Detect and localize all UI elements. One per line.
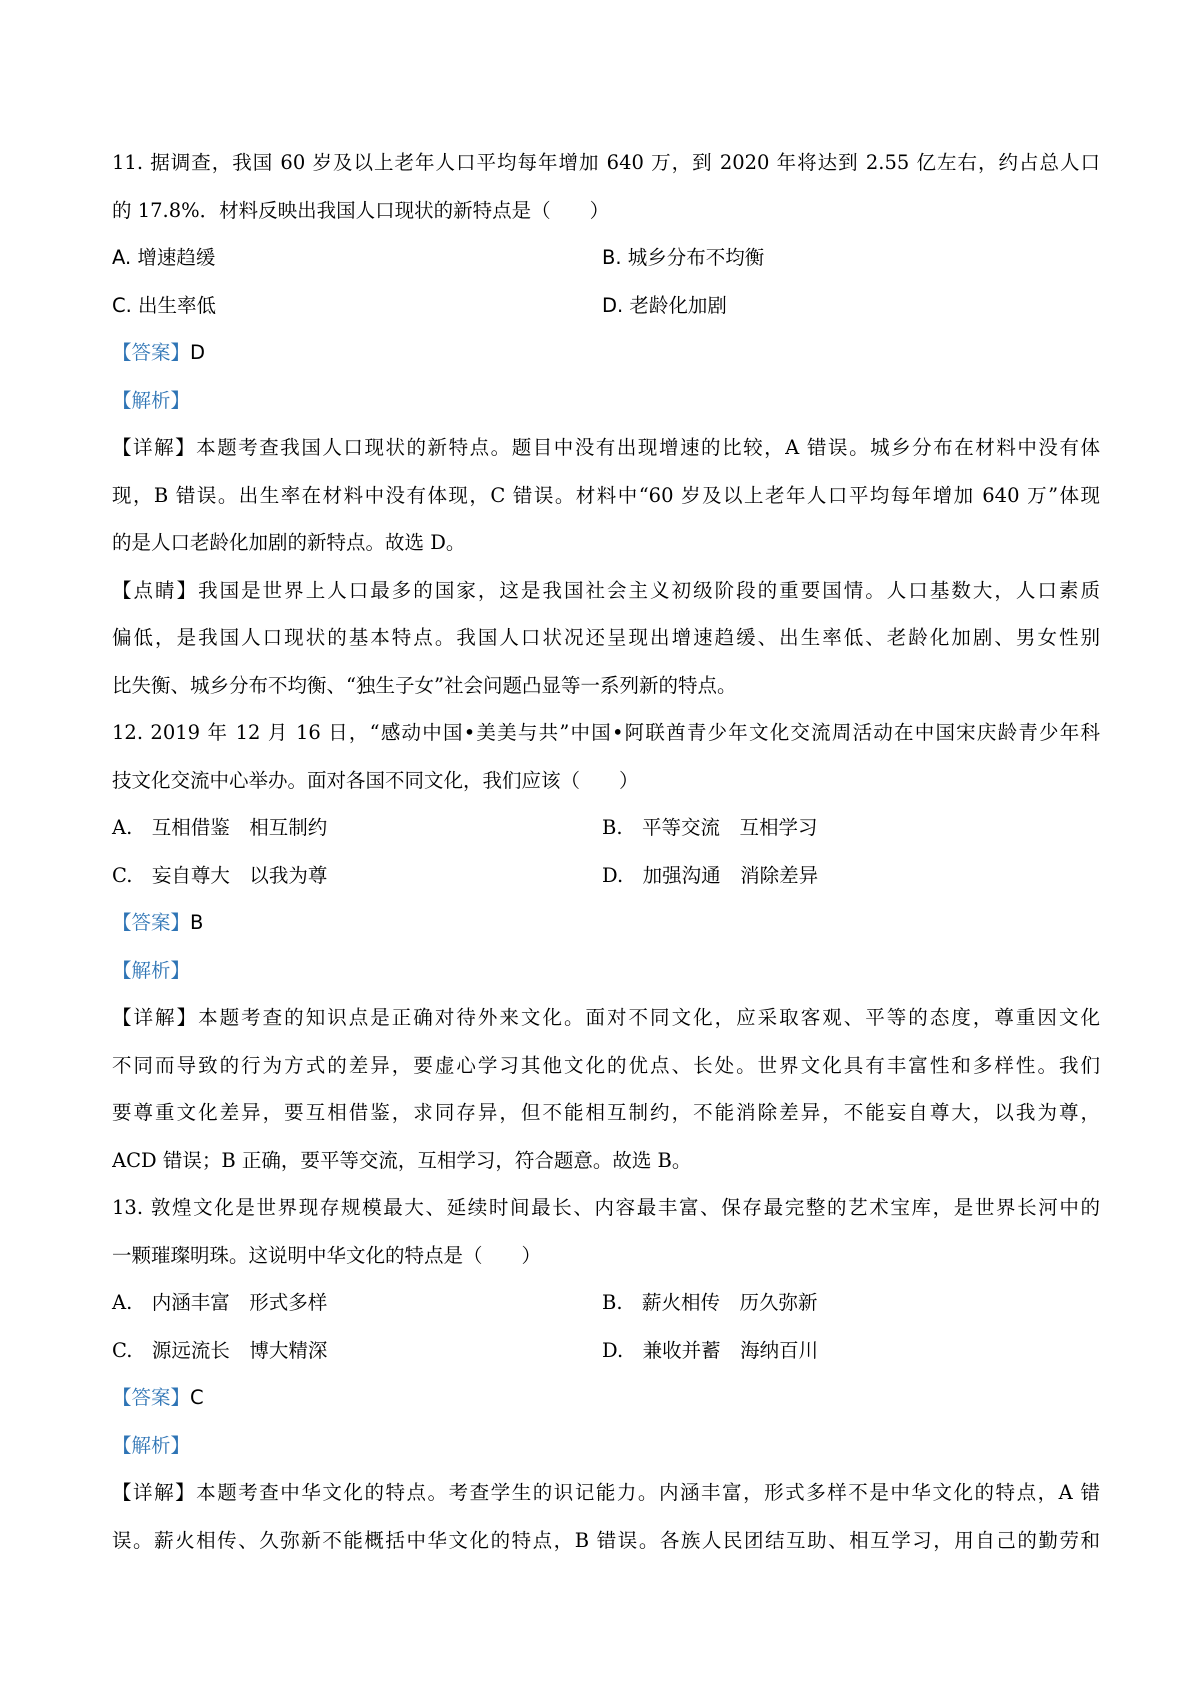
analysis-line	[112, 947, 1100, 995]
option-d: D. 加强沟通 消除差异	[602, 863, 819, 887]
option-d: D. 老龄化加剧	[602, 293, 727, 317]
answer-line	[112, 329, 1100, 377]
answer-label: 【答案】	[112, 341, 191, 364]
option-c: C. 源远流长 博大精深	[112, 1338, 328, 1362]
note-line: 偏低，是我国人口现状的基本特点。我国人口状况还呈现出增速趋缓、出生率低、老龄化加剧、男女性别	[112, 626, 1100, 649]
question-11	[112, 139, 1100, 709]
analysis-line	[112, 1422, 1100, 1470]
analysis-label: 【解析】	[112, 1433, 191, 1457]
note-line: 比失衡、城乡分布不均衡、“独生子女”社会问题凸显等一系列新的特点。	[112, 673, 737, 697]
answer-line	[112, 1374, 1100, 1422]
analysis-line	[112, 377, 1100, 425]
options-row	[112, 234, 1100, 282]
note-label: 【点睛】	[112, 578, 199, 602]
question-12	[112, 709, 1100, 1184]
detail-label: 【详解】	[112, 1006, 199, 1029]
detail-line	[112, 1469, 1100, 1517]
answer-label: 【答案】	[112, 911, 191, 934]
options-row	[112, 1279, 1100, 1327]
options-row	[112, 852, 1100, 900]
options-row	[112, 1327, 1100, 1375]
detail-label: 【详解】	[112, 436, 197, 459]
detail-label: 【详解】	[112, 1481, 197, 1504]
question-stem-line: 13. 敦煌文化是世界现存规模最大、延续时间最长、内容最丰富、保存最完整的艺术宝库，是世界长河中的	[112, 1196, 1100, 1219]
option-c: C. 妄自尊大 以我为尊	[112, 863, 328, 887]
question-stem-line: 技文化交流中心举办。面对各国不同文化，我们应该（ ）	[112, 768, 639, 792]
detail-text: 本题考查的知识点是正确对待外来文化。面对不同文化，应采取客观、平等的态度，尊重因文化	[198, 1006, 1100, 1029]
document-content	[112, 139, 1100, 1564]
answer-value: B	[190, 911, 204, 934]
detail-text: 本题考查中华文化的特点。考查学生的识记能力。内涵丰富，形式多样不是中华文化的特点，A 错	[196, 1481, 1100, 1504]
option-a: A. 内涵丰富 形式多样	[112, 1291, 328, 1314]
analysis-label: 【解析】	[112, 388, 191, 412]
question-stem-line: 11. 据调查，我国 60 岁及以上老年人口平均每年增加 640 万，到 2020 年将达到 2.55 亿左右，约占总人口	[112, 151, 1100, 174]
detail-line: 现，B 错误。出生率在材料中没有体现，C 错误。材料中“60 岁及以上老年人口平均每年增加 640 万”体现	[112, 483, 1100, 507]
answer-value: C	[190, 1386, 204, 1409]
detail-line: 的是人口老龄化加剧的新特点。故选 D。	[112, 531, 466, 554]
option-b: B. 城乡分布不均衡	[602, 246, 765, 269]
answer-value: D	[190, 341, 206, 364]
question-stem-line: 的 17.8%．材料反映出我国人口现状的新特点是（ ）	[112, 198, 610, 222]
note-line	[112, 567, 1100, 615]
option-b: B. 薪火相传 历久弥新	[602, 1291, 818, 1314]
detail-text: 本题考查我国人口现状的新特点。题目中没有出现增速的比较，A 错误。城乡分布在材料中没有体	[196, 436, 1100, 459]
question-stem-line: 一颗璀璨明珠。这说明中华文化的特点是（ ）	[112, 1243, 542, 1267]
options-row	[112, 282, 1100, 330]
answer-line	[112, 899, 1100, 947]
analysis-label: 【解析】	[112, 958, 191, 982]
options-row	[112, 804, 1100, 852]
detail-line: 误。薪火相传、久弥新不能概括中华文化的特点，B 错误。各族人民团结互助、相互学习，用自己的勤劳和	[112, 1528, 1100, 1552]
option-d: D. 兼收并蓄 海纳百川	[602, 1338, 819, 1362]
note-text: 我国是世界上人口最多的国家，这是我国社会主义初级阶段的重要国情。人口基数大，人口素质	[198, 578, 1100, 602]
option-c: C. 出生率低	[112, 293, 217, 317]
detail-line: 不同而导致的行为方式的差异，要虚心学习其他文化的优点、长处。世界文化具有丰富性和多样性。我们	[112, 1053, 1100, 1077]
option-a: A. 增速趋缓	[112, 246, 216, 269]
question-13	[112, 1184, 1100, 1564]
detail-line: 要尊重文化差异，要互相借鉴，求同存异，但不能相互制约，不能消除差异，不能妄自尊大，以我为尊，	[112, 1101, 1100, 1124]
question-stem-line: 12. 2019 年 12 月 16 日，“感动中国•美美与共”中国•阿联酋青少年文化交流周活动在中国宋庆龄青少年科	[112, 721, 1100, 744]
answer-label: 【答案】	[112, 1386, 191, 1409]
option-a: A. 互相借鉴 相互制约	[112, 816, 328, 839]
detail-line	[112, 424, 1100, 472]
option-b: B. 平等交流 互相学习	[602, 816, 818, 839]
detail-line	[112, 994, 1100, 1042]
detail-line: ACD 错误；B 正确，要平等交流，互相学习，符合题意。故选 B。	[112, 1148, 692, 1172]
